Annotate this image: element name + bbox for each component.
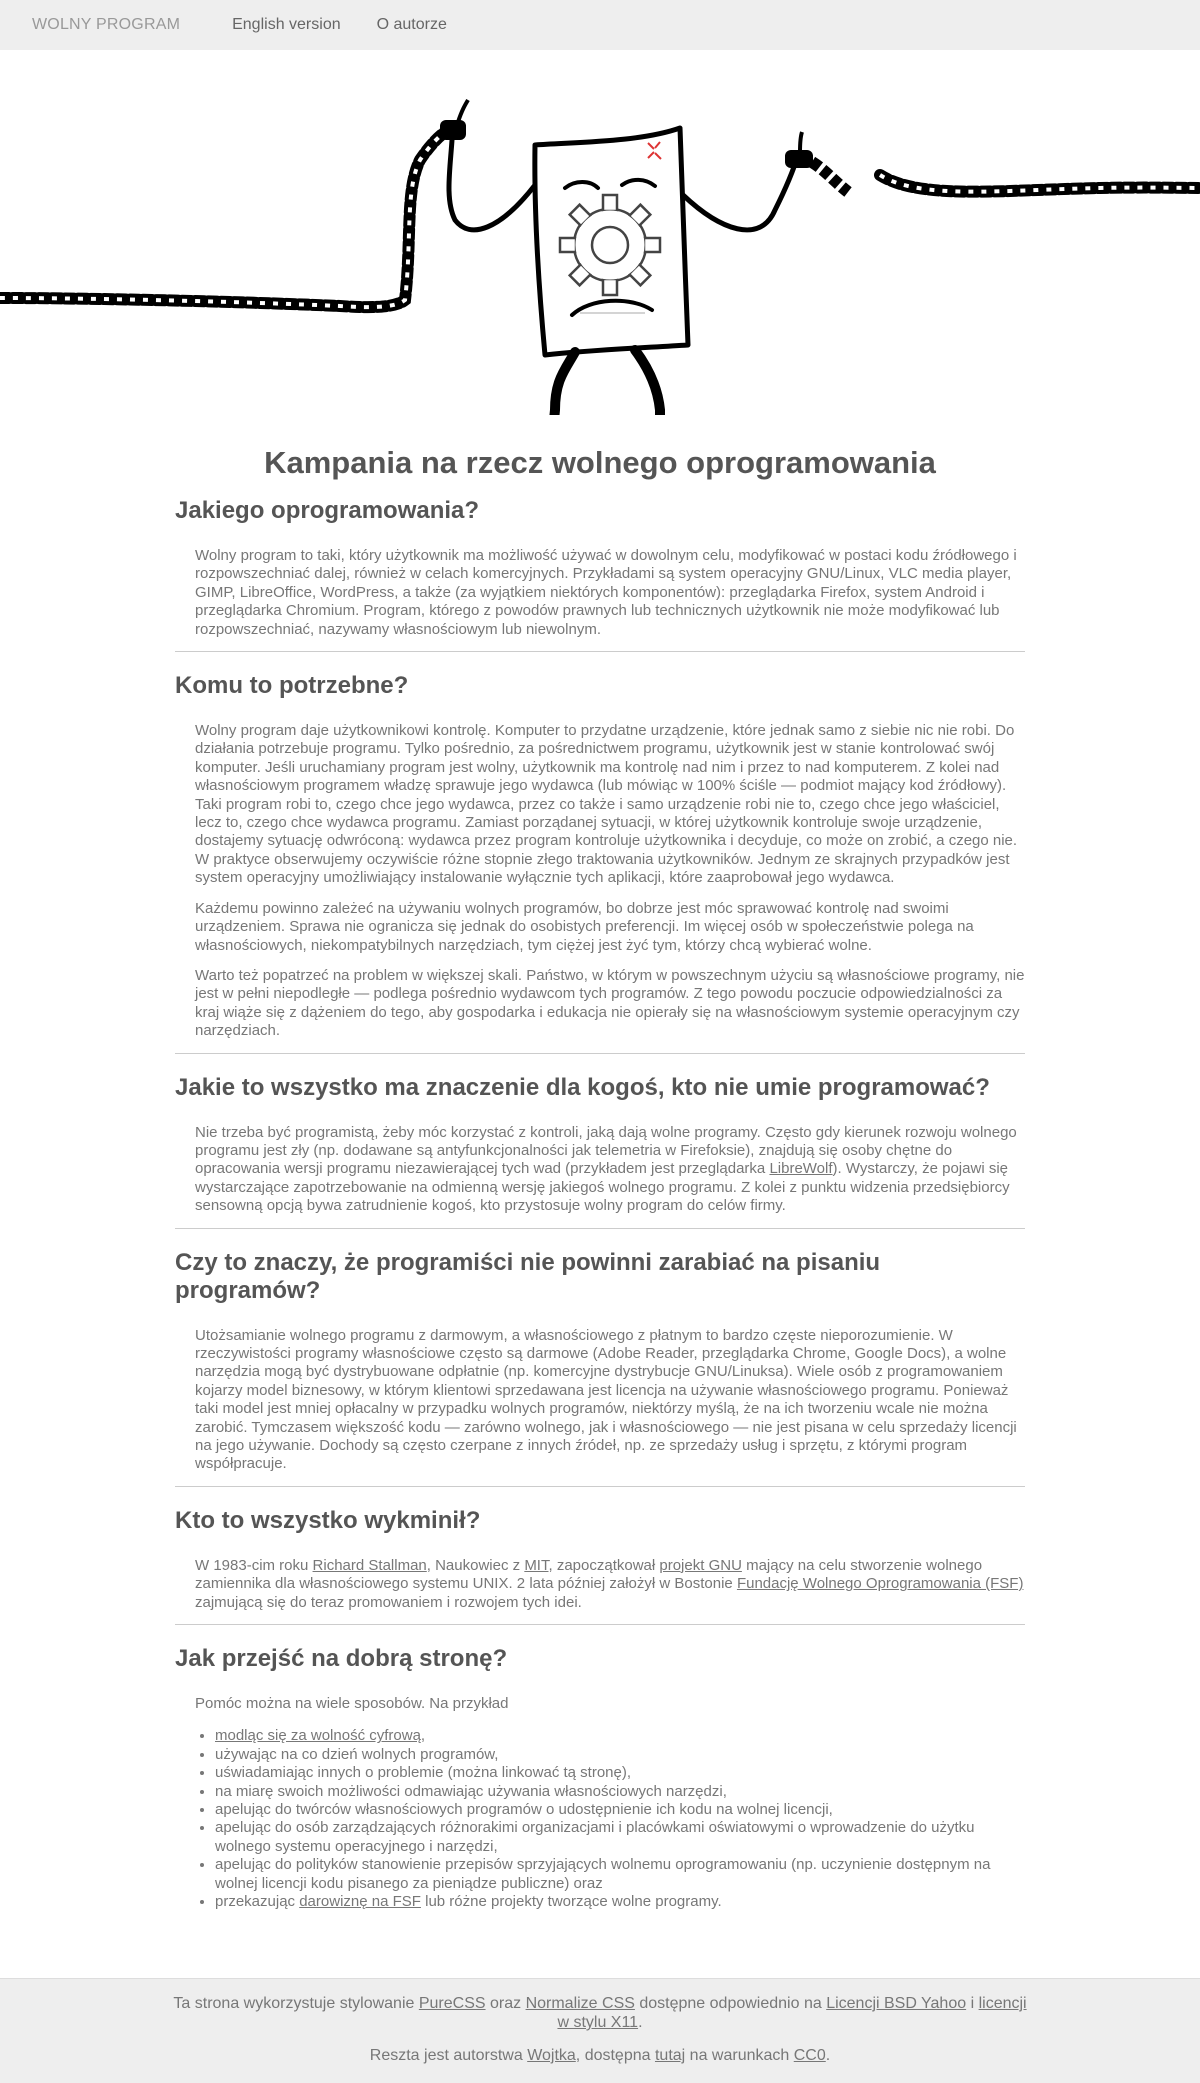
list-item: • uświadamiając innych o problemie (można linkować tą stronę), (215, 1764, 1025, 1782)
mit-link[interactable]: MIT (524, 1556, 549, 1574)
left-leg-icon (553, 352, 575, 415)
section-divider (175, 651, 1025, 652)
source-link[interactable]: tutaj (654, 2047, 686, 2064)
hero-illustration (0, 50, 1200, 415)
section-paragraph: Każdemu powinno zależeć na używaniu wolnych programów, bo dobrze jest móc sprawować kontrolę nad swoimi urządzeniem. Sprawa nie ogranicza się jednak do osobistych preferencji. Im więcej osób w społeczeństwie polega na własnościowych, niekompatybilnych narzędziach, tym ciężej jest żyć tym, którzy chcą wybierać wolne. (195, 899, 974, 954)
list-item: • przekazując darowiznę na FSF lub różne projekty tworzące wolne programy. (215, 1893, 1025, 1911)
section-divider (175, 1486, 1025, 1487)
section-heading: Komu to potrzebne? (175, 672, 409, 700)
page-footer (0, 1978, 1200, 2083)
purecss-link[interactable]: PureCSS (418, 1995, 486, 2012)
top-navigation (0, 0, 1200, 50)
normalize-css-link[interactable]: Normalize CSS (525, 1995, 635, 2012)
right-chain-stub-icon (812, 162, 848, 192)
donate-fsf-link[interactable]: darowiznę na FSF (299, 1893, 421, 1911)
left-arm-icon (449, 140, 535, 230)
section-heading: Czy to znaczy, że programiści nie powinni zarabiać na pisaniu programów? (175, 1248, 881, 1304)
fsf-link[interactable]: Fundację Wolnego Oprogramowania (FSF) (736, 1575, 1024, 1593)
list-item: • modląc się za wolność cyfrową, (215, 1727, 1025, 1745)
x11-license-link[interactable]: licencji w stylu X11 (557, 1995, 1027, 2031)
program-body-icon (535, 128, 688, 355)
right-shackle-icon (785, 150, 813, 168)
section-paragraph: Pomóc można na wiele sposobów. Na przykład (195, 1695, 509, 1713)
list-item: • apelując do twórców własnościowych programów o udostępnienie ich kodu na wolnej licencji, (215, 1801, 1025, 1819)
section-heading: Jakiego oprogramowania? (175, 497, 480, 524)
librewolf-link[interactable]: LibreWolf (769, 1160, 833, 1178)
list-item: • apelując do polityków stanowienie przepisów sprzyjających wolnemu oprogramowaniu (np. uczynienie dostępnym na wolnej licencji kodu pisanego za pieniądze publiczne) oraz (215, 1856, 1025, 1893)
section-heading: Jak przejść na dobrą stronę? (175, 1645, 508, 1673)
right-arm-icon (683, 155, 798, 230)
section-paragraph: Wolny program daje użytkownikowi kontrolę. Komputer to przydatne urządzenie, które jednak samo z siebie nic nie robi. Do działania potrzebuje programu. Tylko pośrednio, za pośrednictwem programu, użytkownik jest w stanie kontrolować swój komputer. Jeśli uruchamiany program jest wolny, użytkownik ma kontrolę nad nim i przez to nad komputerem. Z kolei nad własnościowym programem władzę sprawuje jego wydawca (lub mówiąc w 100% ściśle — podmiot mający kod źródłowy). Taki program robi to, czego chce jego wydawca, przez co także i samo urządzenie robi nie to, czego chce jego właściciel, lecz to, czego chce wydawca programu. Zamiast porządanej sytuacji, w której użytkownik kontroluje swoje urządzenie, dostajemy sytuację odwróconą: wydawca przez program kontroluje użytkownika i decyduje, co może on zrobić, a czego nie. W praktyce obserwujemy oczywiście różne stopnie złego traktowania użytkowników. Jednym ze skrajnych przypadków jest system operacyjny umożliwiający instalowanie wyłącznie tych aplikacji, które zaaprobował jego wydawca. (195, 722, 1018, 887)
main-content (175, 497, 1025, 1912)
footer-license: Reszta jest autorstwa Wojtka, dostępna tutaj na warunkach CC0. (369, 2047, 831, 2064)
section-paragraph: W 1983-cim roku Richard Stallman, Naukowiec z MIT, zapoczątkował projekt GNU mający na celu stworzenie wolnego zamiennika dla własnościowego systemu UNIX. 2 lata później założył w Bostonie Fundację Wolnego Oprogramowania (FSF) zajmującą się do teraz promowaniem i rozwojem tych idei. (195, 1556, 1024, 1611)
section-paragraph: Wolny program to taki, który użytkownik ma możliwość używać w dowolnym celu, modyfikować w postaci kodu źródłowego i rozpowszechniać dalej, również w celach komercyjnych. Przykładami są system operacyjny GNU/Linux, VLC media player, GIMP, LibreOffice, WordPress, a także (za wyjątkiem niektórych komponentów): przeglądarka Firefox, system Android i przeglądarka Chromium. Program, którego z powodów prawnych lub technicznych użytkownik nie może modyfikować lub rozpowszechniać, nazywamy własnościowym lub niewolnym. (195, 547, 1017, 638)
section-heading: Jakie to wszystko ma znaczenie dla kogoś, kto nie umie programować? (175, 1073, 990, 1101)
richard-stallman-link[interactable]: Richard Stallman (312, 1556, 427, 1574)
section-who-needs-it (175, 672, 1025, 1041)
section-history (175, 1507, 1025, 1612)
section-divider (175, 1228, 1025, 1229)
gnu-project-link[interactable]: projekt GNU (659, 1556, 742, 1574)
section-heading: Kto to wszystko wykminił? (175, 1506, 481, 1534)
left-chain-icon (0, 130, 448, 307)
section-paragraph: Utożsamianie wolnego programu z darmowym, a własnościowego z płatnym to bardzo częste nieporozumienie. W rzeczywistości programy własnościowe często są darmowe (Adobe Reader, przeglądarka Chrome, Google Docs), a wolne narzędzia mogą być dystrybuowane odpłatnie (np. komercyjne dystrybucje GNU/Linuksa). Wiele osób z programowaniem kojarzy model biznesowy, w którym klientowi sprzedawana jest licencja na używanie własnościowego programu. Ponieważ taki model jest mniej opłacalny w przypadku wolnych programów, niektórzy myślą, że na ich tworzeniu wcale nie można zarobić. Tymczasem większość kodu — zarówno wolnego, jak i własnościowego — nie jest pisana w celu sprzedaży licencji na jego używanie. Dochody są często czerpane z innych źródeł, np. ze sprzedaży usług i sprzętu, z którymi program współpracuje. (195, 1326, 1017, 1473)
section-paragraph: Warto też popatrzeć na problem w większej skali. Państwo, w którym w powszechnym użyciu są własnościowe programy, nie jest w pełni niepodległe — podlega pośrednio wydawcom tych programów. Z tego powodu poczucie odpowiedzialności za kraj wiąże się z dążeniem do tego, aby gospodarka i edukacja nie opierały się na własnościowym systemie operacyjnym czy narzędziach. (195, 966, 1025, 1040)
list-item: • na miarę swoich możliwości odmawiając używania własnościowych narzędzi, (215, 1783, 1025, 1801)
page-title: Kampania na rzecz wolnego oprogramowania (264, 445, 936, 480)
section-programmers-earning (175, 1249, 1025, 1474)
bsd-yahoo-license-link[interactable]: Licencji BSD Yahoo (826, 1995, 967, 2012)
about-author-link[interactable]: O autorze (376, 16, 447, 33)
list-item: • apelując do osób zarządzających różnorakimi organizacjami i placówkami oświatowymi o wprowadzenie do użytku wolnego systemu operacyjnego i narzędzi, (215, 1819, 1025, 1856)
section-how-to-help (175, 1645, 1025, 1911)
cc0-link[interactable]: CC0 (793, 2047, 826, 2064)
pray-for-digital-freedom-link[interactable]: modląc się za wolność cyfrową (215, 1727, 421, 1745)
help-list (195, 1727, 1025, 1911)
broken-chains-program-illustration (0, 70, 1200, 415)
right-leg-icon (635, 350, 660, 415)
brand-link[interactable]: WOLNY PROGRAM (32, 16, 181, 33)
footer-credits: Ta strona wykorzystuje stylowanie PureCSS oraz Normalize CSS dostępne odpowiednio na Licencji BSD Yahoo i licencji w stylu X11. (173, 1995, 1027, 2031)
author-link[interactable]: Wojtka (527, 2047, 576, 2064)
section-non-programmers (175, 1074, 1025, 1216)
section-divider (175, 1053, 1025, 1054)
list-item: • używając na co dzień wolnych programów, (215, 1746, 1025, 1764)
section-paragraph: Nie trzeba być programistą, żeby móc korzystać z kontroli, jaką dają wolne programy. Często gdy kierunek rozwoju wolnego programu jest zły (np. dodawane są antyfunkcjonalności jak telemetria w Firefoksie), znajdują się osoby chętne do opracowania wersji programu niezawierającej tych wad (przykładem jest przeglądarka LibreWolf). Wystarczy, że pojawi się wystarczające zapotrzebowanie na odmienną wersję jakiegoś wolnego programu. Z kolei z punktu widzenia przedsiębiorcy sensowną opcją bywa zatrudnienie kogoś, kto przystosuje wolny program do celów firmy. (195, 1123, 1017, 1215)
left-shackle-icon (440, 120, 466, 140)
english-version-link[interactable]: English version (232, 16, 341, 33)
section-divider (175, 1624, 1025, 1625)
section-what-software (175, 497, 1025, 639)
